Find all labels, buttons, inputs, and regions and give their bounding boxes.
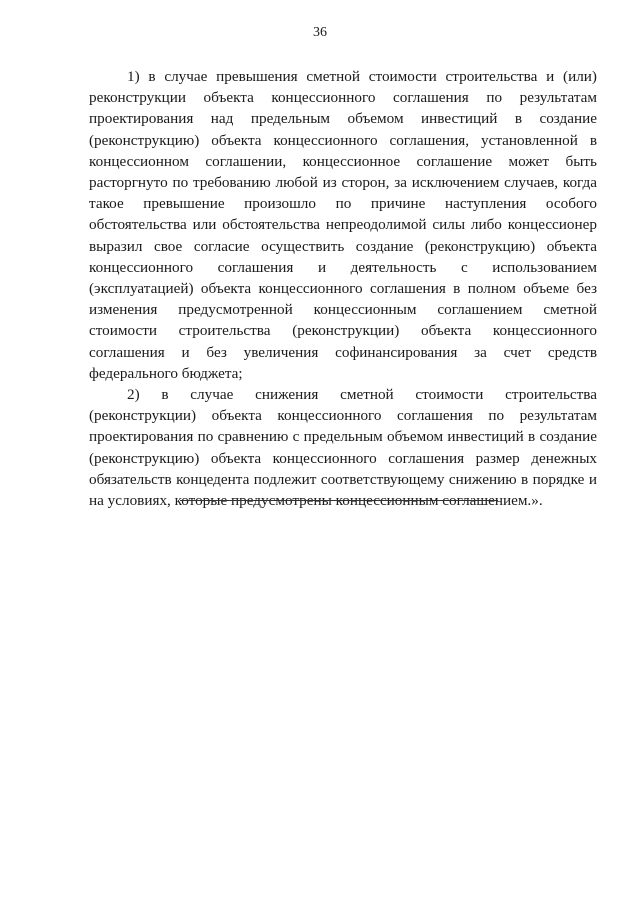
- paragraph-1: 1) в случае превышения сметной стоимости строительства и (или) реконструкции объекта концессионного соглашения по результатам проектирования над предельным объемом инвестиций в создание (реконструкцию) объекта концессионного соглашения, установленной в концессионном соглашении, концессионное соглашение может быть расторгнуто по требованию любой из сторон, за исключением случаев, когда такое превышение произошло по причине наступления особого обстоятельства или обстоятельства непреодолимой силы либо концессионер выразил свое согласие осуществить создание (реконструкцию) объекта концессионного соглашения и деятельность с использованием (эксплуатацией) объекта концессионного соглашения в полном объеме без изменения предусмотренной концессионным соглашением сметной стоимости строительства (реконструкции) объекта концессионного соглашения и без увеличения софинансирования за счет средств федерального бюджета;: [89, 68, 597, 382]
- paragraph-2: 2) в случае снижения сметной стоимости строительства (реконструкции) объекта концессионного соглашения по результатам проектирования по сравнению с предельным объемом инвестиций в создание (реконструкцию) объекта концессионного соглашения размер денежных обязательств концедента подлежит соответствующему снижению в порядке и на условиях, которые предусмотрены концессионным соглашением.».: [89, 386, 597, 510]
- closing-separator-line: [180, 500, 498, 501]
- document-body: [89, 66, 597, 511]
- page-number: 36: [313, 25, 327, 40]
